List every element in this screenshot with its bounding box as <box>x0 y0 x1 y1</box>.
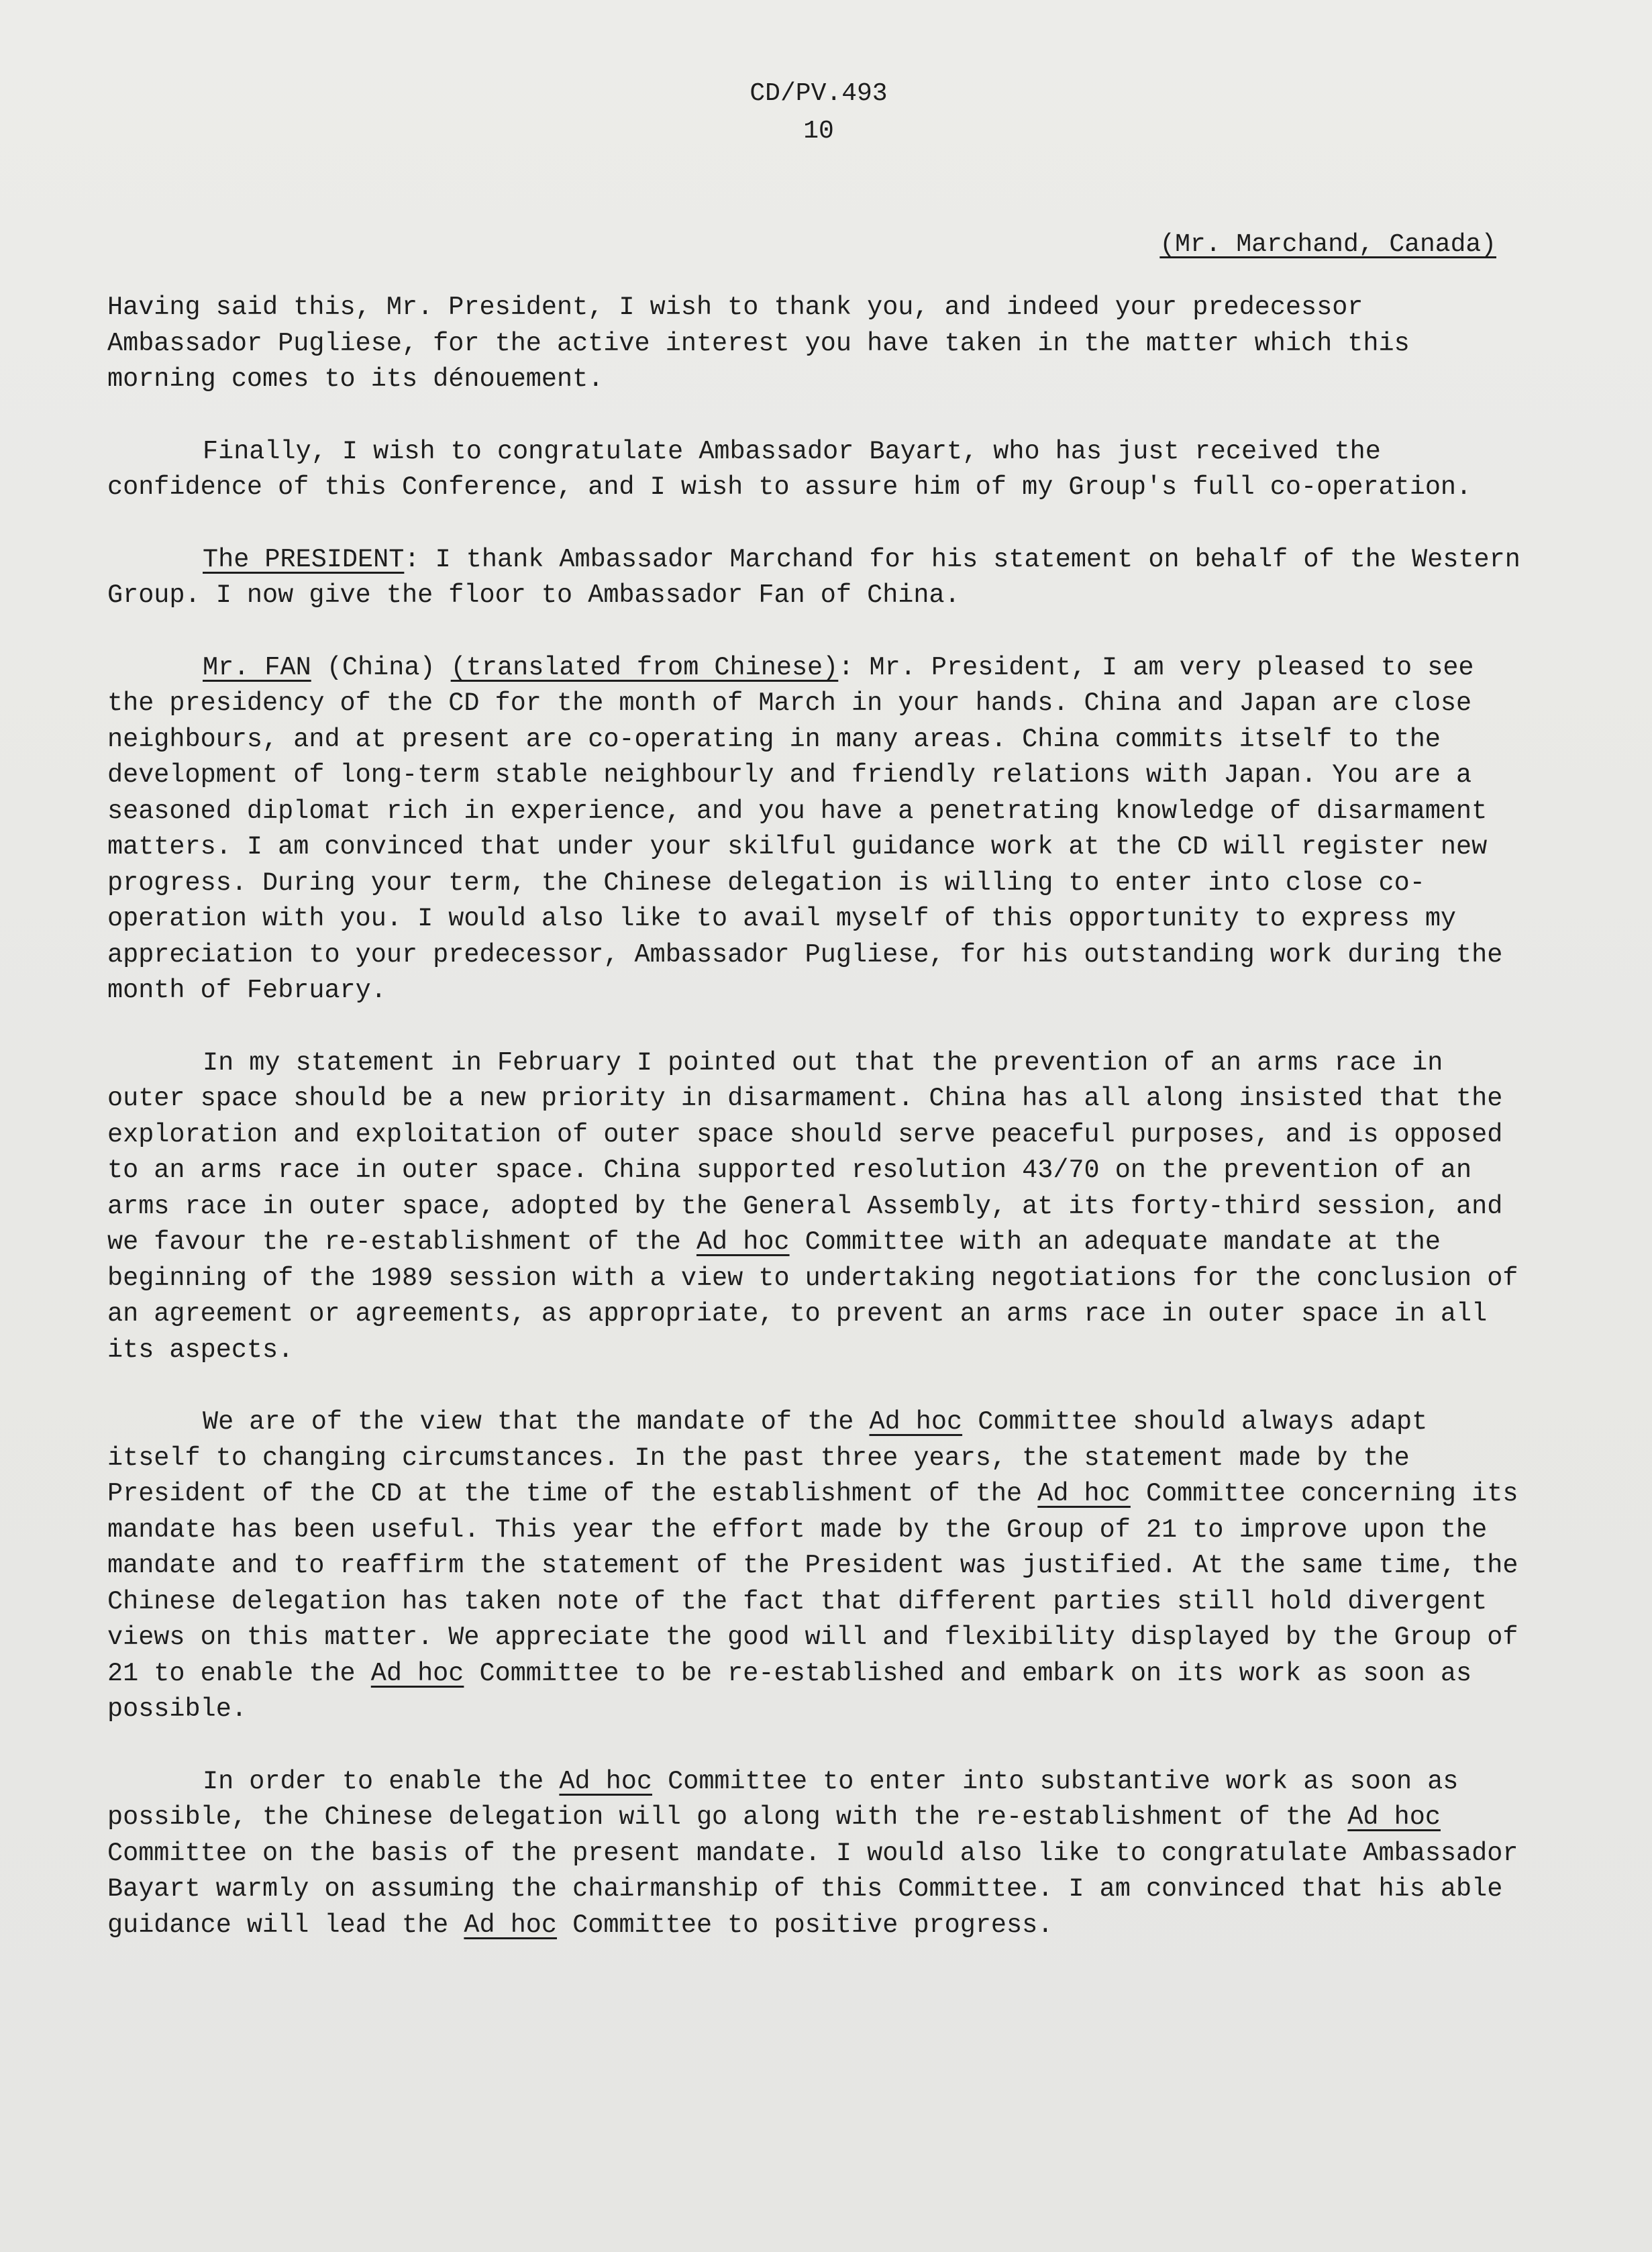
paragraph-5 <box>107 1045 1523 1369</box>
ad-hoc-term: Ad hoc <box>370 1658 464 1688</box>
paragraph-6-text-d: Committee to be re-established and embark on its work as soon as possible. <box>107 1658 1472 1724</box>
paragraph-7-text-d: Committee to positive progress. <box>557 1910 1053 1940</box>
translation-note: (translated from Chinese) <box>450 652 839 682</box>
ad-hoc-term: Ad hoc <box>1037 1479 1131 1508</box>
paragraph-5-text-a: In my statement in February I pointed out that the prevention of an arms race in outer space should be a new priority in disarmament. China has all along insisted that the exploration and exploitation of outer space should serve peaceful purposes, and is opposed to an arms race in outer space. China supported resolution 43/70 on the prevention of an arms race in outer space, adopted by the General Assembly, at its forty-third session, and we favour the re-establishment of the <box>107 1047 1503 1257</box>
speaker-reference <box>1159 228 1496 262</box>
speaker-name-president: The PRESIDENT <box>203 544 405 574</box>
speaker-reference-text: (Mr. Marchand, Canada) <box>1159 230 1496 259</box>
speaker-colon: : <box>404 544 420 574</box>
paragraph-7-text-a: In order to enable the <box>203 1766 560 1796</box>
paragraph-6-text-b: Committee should always adapt itself to changing circumstances. In the past three years, the statement made by the President of the CD at the time of the establishment of the <box>107 1407 1428 1508</box>
speaker-name-fan: Mr. FAN <box>203 652 311 682</box>
document-symbol: CD/PV.493 <box>750 79 888 108</box>
ad-hoc-term: Ad hoc <box>1347 1802 1441 1832</box>
paragraph-4 <box>107 650 1523 1009</box>
paragraph-3-text: I thank Ambassador Marchand for his statement on behalf of the Western Group. I now give the floor to Ambassador Fan of China. <box>107 544 1520 610</box>
paragraph-6-text-c: Committee concerning its mandate has been useful. This year the effort made by the Group of 21 to improve upon the mandate and to reaffirm the statement of the President was justified. At the same time, the Chinese delegation has taken note of the fact that different parties still hold divergent views on this matter. We appreciate the good will and flexibility displayed by the Group of 21 to enable the <box>107 1479 1518 1688</box>
page-number: 10 <box>803 117 834 146</box>
paragraph-6 <box>107 1404 1523 1728</box>
paragraph-7 <box>107 1764 1523 1944</box>
ad-hoc-term: Ad hoc <box>696 1227 790 1257</box>
document-body <box>107 290 1523 1980</box>
paragraph-4-text: : Mr. President, I am very pleased to see the presidency of the CD for the month of March in your hands. China and Japan are close neighbours, and at present are co-operating in many areas. China commits itself to the development of long-term stable neighbourly and friendly relations with Japan. You are a seasoned diplomat rich in experience, and you have a penetrating knowledge of disarmament matters. I am convinced that under your skilful guidance work at the CD will register new progress. During your term, the Chinese delegation is willing to enter into close co-operation with you. I would also like to avail myself of this opportunity to express my appreciation to your predecessor, Ambassador Pugliese, for his outstanding work during the month of February. <box>107 652 1503 1005</box>
paragraph-5-text-b: Committee with an adequate mandate at the beginning of the 1989 session with a view to undertaking negotiations for the conclusion of an agreement or agreements, as appropriate, to prevent an arms race in outer space in all its aspects. <box>107 1227 1518 1365</box>
paragraph-7-text-b: Committee to enter into substantive work as soon as possible, the Chinese delegation will go along with the re-establishment of the <box>107 1766 1459 1832</box>
ad-hoc-term: Ad hoc <box>464 1910 558 1940</box>
paragraph-3 <box>107 542 1523 614</box>
paragraph-2: Finally, I wish to congratulate Ambassador Bayart, who has just received the confidence of this Conference, and I wish to assure him of my Group's full co-operation. <box>107 436 1472 502</box>
ad-hoc-term: Ad hoc <box>559 1766 653 1796</box>
page-header <box>671 75 966 150</box>
paragraph-6-text-a: We are of the view that the mandate of the <box>203 1407 870 1437</box>
paragraph-1: Having said this, Mr. President, I wish to thank you, and indeed your predecessor Ambassador Pugliese, for the active interest you have taken in the matter which this morning comes to its dénouement. <box>107 293 1410 394</box>
paragraph-7-text-c: Committee on the basis of the present mandate. I would also like to congratulate Ambassador Bayart warmly on assuming the chairmanship of this Committee. I am convinced that his able guidance will lead the <box>107 1838 1518 1940</box>
speaker-country: (China) <box>311 652 451 682</box>
ad-hoc-term: Ad hoc <box>869 1407 963 1437</box>
